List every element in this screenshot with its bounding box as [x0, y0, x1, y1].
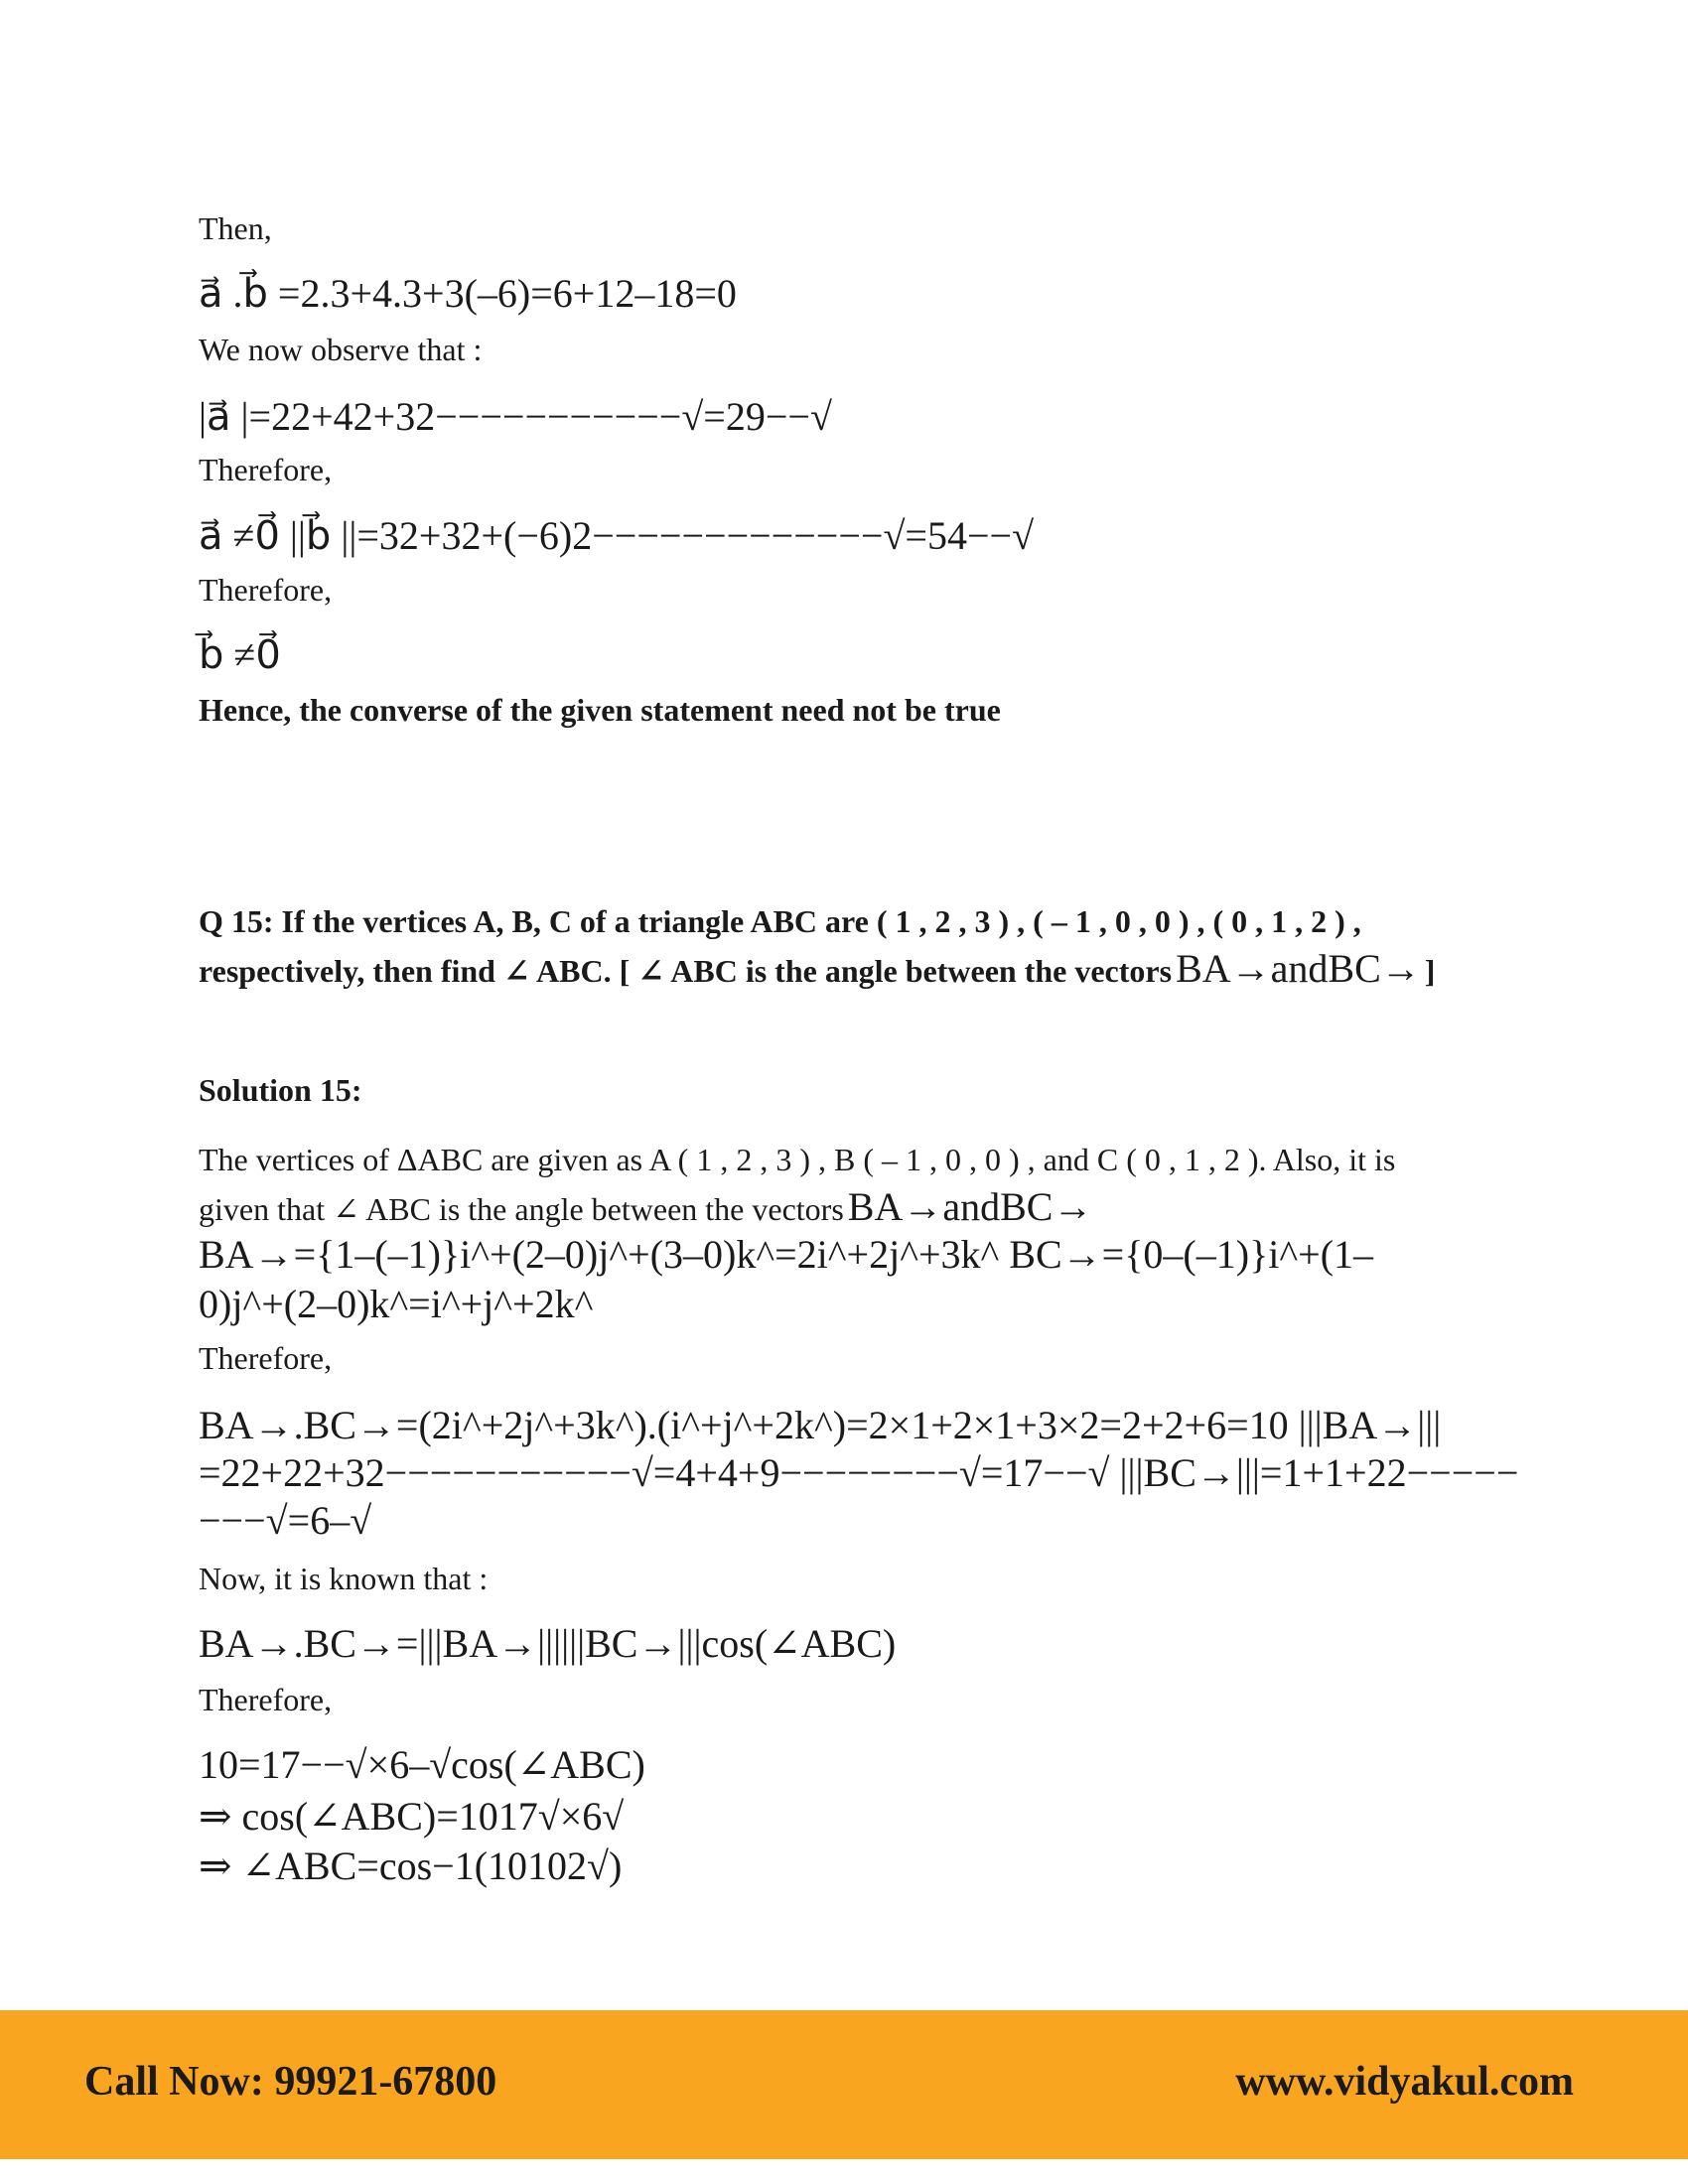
- solution-intro-text: given that ∠ ABC is the angle between the vectors: [199, 1191, 844, 1227]
- footer-call-number[interactable]: Call Now: 99921-67800: [84, 2059, 497, 2105]
- eq-calc-1: BA→.BC→=(2i^+2j^+3k^).(i^+j^+2k^)=2×1+2×1+3×2=2+2+6=10 |||BA→|||: [199, 1403, 1442, 1447]
- question-bracket: ]: [1424, 953, 1436, 989]
- eq-step-2: ⇒ cos(∠ABC)=1017√×6√: [199, 1794, 625, 1839]
- question-vectors: BA→andBC→: [1176, 946, 1421, 991]
- text-therefore: Therefore,: [199, 572, 333, 608]
- eq-calc-3: −−−√=6–√: [199, 1498, 372, 1543]
- footer-website-link[interactable]: www.vidyakul.com: [1235, 2059, 1574, 2105]
- text-then: Then,: [199, 210, 272, 246]
- text-observe: We now observe that :: [199, 332, 483, 367]
- eq-a-nonzero: a⃗ ≠0⃗ ||b⃗ ||=32+32+(−6)2−−−−−−−−−−−−−√=54−−√: [199, 513, 1035, 558]
- proof-conclusion: Hence, the converse of the given statement need not be true: [199, 692, 1001, 728]
- question-line-2: [199, 945, 1435, 992]
- solution-intro-1: The vertices of ΔABC are given as A ( 1 , 2 , 3 ) , B ( – 1 , 0 , 0 ) , and C ( 0 , 1 , 2 ). Also, it is: [199, 1142, 1396, 1177]
- text-known: Now, it is known that :: [199, 1561, 489, 1596]
- question-line-1: Q 15: If the vertices A, B, C of a triangle ABC are ( 1 , 2 , 3 ) , ( – 1 , 0 , 0 ) , ( 0 , 1 , 2 ) ,: [199, 903, 1361, 939]
- eq-step-1: 10=17−−√×6–√cos(∠ABC): [199, 1742, 645, 1787]
- text-therefore: Therefore,: [199, 1340, 333, 1376]
- eq-vectors-1: BA→={1–(–1)}i^+(2–0)j^+(3–0)k^=2i^+2j^+3k^ BC→={0–(–1)}i^+(1–: [199, 1232, 1374, 1277]
- solution-intro-2: [199, 1183, 1092, 1230]
- eq-vectors-2: 0)j^+(2–0)k^=i^+j^+2k^: [199, 1282, 594, 1326]
- eq-b-nonzero: b⃗ ≠0⃗: [199, 632, 281, 677]
- eq-calc-2: =22+22+32−−−−−−−−−−−√=4+4+9−−−−−−−−√=17−−√ |||BC→|||=1+1+22−−−−−: [199, 1450, 1519, 1495]
- eq-dot-product: a⃗ .b⃗ =2.3+4.3+3(–6)=6+12–18=0: [199, 271, 737, 316]
- solution-intro-vectors: BA→andBC→: [847, 1184, 1093, 1229]
- solution-heading: Solution 15:: [199, 1072, 362, 1108]
- text-therefore: Therefore,: [199, 452, 333, 487]
- question-text: respectively, then find ∠ ABC. [ ∠ ABC is the angle between the vectors: [199, 953, 1173, 989]
- eq-formula: BA→.BC→=|||BA→||||||BC→|||cos(∠ABC): [199, 1621, 897, 1666]
- eq-step-3: ⇒ ∠ABC=cos−1(10102√): [199, 1843, 623, 1888]
- footer-banner: [0, 2010, 1688, 2159]
- text-therefore: Therefore,: [199, 1682, 333, 1717]
- eq-magnitude-a: |a⃗ |=22+42+32−−−−−−−−−−−√=29−−√: [199, 394, 832, 439]
